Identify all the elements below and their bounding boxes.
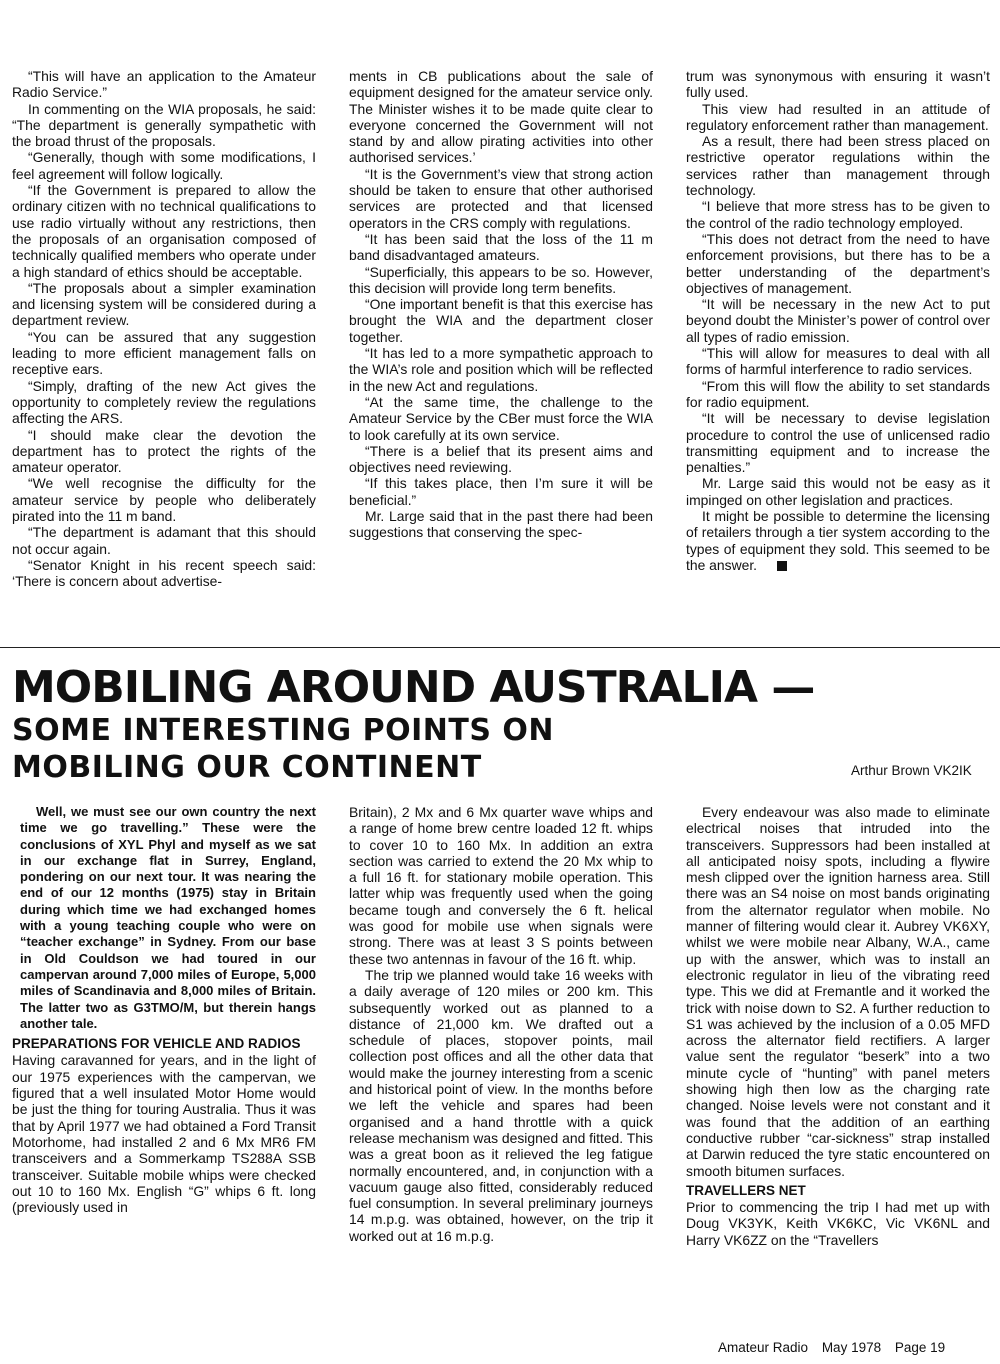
paragraph: ments in CB publications about the sale of equipment designed for the amateur service only. The Minister wishes it to be made quite clear to everyone concerned the Government will not stand by and allow pirating activities into other authorised services.’: [349, 68, 653, 166]
paragraph: trum was synonymous with ensuring it wasn’t fully used.: [686, 68, 990, 101]
paragraph: “From this will flow the ability to set standards for radio equipment.: [686, 377, 990, 410]
subheadline-line-2: MOBILING OUR CONTINENT: [12, 750, 482, 785]
paragraph: “This will have an application to the Amateur Radio Service.”: [12, 68, 316, 101]
paragraph: “It will be necessary to devise legislation procedure to control the use of unlicensed radio transmitting equipment and to increase the penalties.”: [686, 410, 990, 476]
paragraph: “Superficially, this appears to be so. However, this decision will provide long term benefits.: [349, 263, 653, 296]
paragraph: The trip we planned would take 16 weeks with a daily average of 120 miles or 200 km. This subsequently worked out as planned to a distance of 21,000 km. We drafted out a schedule of places, stopover points, mail collection post offices and all the other data that would make the journey interesting from a scenic and historical point of view. In the months before we left the vehicle and spares had been organised and a hand throttle with a quick release mechanism was designed and fitted. This was a great boon as it relieved the leg fatigue normally encountered, and, in conjunction with a vacuum gauge also fitted, considerably reduced fuel consumption. In several preliminary journeys 14 m.p.g. was obtained, however, on the trip it worked out at 16 m.p.g.: [349, 966, 653, 1244]
publication-name: Amateur Radio: [718, 1340, 809, 1355]
subheadline-line-1: SOME INTERESTING POINTS ON: [12, 713, 555, 748]
article-column-3: [686, 804, 990, 1248]
paragraph: “If the Government is prepared to allow the ordinary citizen with no technical qualifications to use radio virtually without any restrictions, then the proposals of an organisation composed of technically qualified members who operate under a high standard of ethics should be acceptable.: [12, 182, 316, 280]
paragraph: “I should make clear the devotion the department has to protect the rights of the amateur operator.: [12, 426, 316, 476]
paragraph: “The proposals about a simpler examination and licensing system will be considered during a department review.: [12, 279, 316, 329]
paragraph: “This does not detract from the need to have enforcement provisions, but there has to be a better understanding of the department’s objectives of management.: [686, 230, 990, 296]
paragraph: “The department is adamant that this should not occur again.: [12, 524, 316, 557]
issue-date: May 1978: [821, 1340, 882, 1355]
paragraph-text: It might be possible to determine the licensing of retailers through a tier system according to the types of equipment they sold. This seemed to be the answer.: [686, 508, 990, 573]
top-article-column-2: [349, 68, 653, 541]
page-footer: [718, 1340, 955, 1355]
paragraph: This view had resulted in an attitude of regulatory enforcement rather than management.: [686, 100, 990, 133]
paragraph: Britain), 2 Mx and 6 Mx quarter wave whips and a range of home brew centre loaded 12 ft. whips to cover 10 to 160 Mx. In addition an extra section was carried to extend the 20 Mx whip to a full 16 ft. for stationary mobile operation. This latter whip was frequently used when the going became tough and conversely the 6 ft. helical was good for mobile use when signals were strong. There was at least 3 S points between these two antennas in favour of the 16 ft. whip.: [349, 804, 653, 967]
paragraph: “It has led to a more sympathetic approach to the WIA’s role and position which will be reflected in the new Act and regulations.: [349, 345, 653, 394]
paragraph: As a result, there had been stress placed on restrictive operator regulations within the services rather than management through technology.: [686, 133, 990, 199]
article-headline: MOBILING AROUND AUSTRALIA —: [12, 662, 815, 713]
paragraph: “One important benefit is that this exercise has brought the WIA and the department closer together.: [349, 296, 653, 345]
top-article-column-3: [686, 68, 990, 573]
paragraph: Every endeavour was also made to eliminate electrical noises that intruded into the transceivers. Suppressors had been installed at all anticipated noisy spots, including a flywire mesh clipped over the ignition harness area. Still there was an S4 noise on most bands originating from the alternator regulator when mobile. No manner of filtering would clear it. Aubrey VK6XY, whilst we were mobile near Albany, W.A., came up with the answer, which was to install an electronic regulator in lieu of the vibrating reed type. This we did at Fremantle and it worked the trick with noise down to S2. A further reduction to S1 was achieved by the inclusion of a 0.05 MFD across the alternator field rectifiers. A larger value sent the regulator “beserk” into a two minute cycle of “hunting” with panel meters showing high then low as the charging rate changed. Noise levels were not constant and it was found that the addition of an earthing conductive rubber “car-sickness” strap installed at Darwin reduced the tyre static encountered on smooth bitumen surfaces.: [686, 804, 990, 1179]
paragraph: “This will allow for measures to deal with all forms of harmful interference to radio services.: [686, 345, 990, 378]
paragraph: In commenting on the WIA proposals, he said: “The department is generally sympathetic with the broad thrust of the proposals.: [12, 100, 316, 150]
byline: Arthur Brown VK2IK: [851, 763, 972, 778]
paragraph: “There is a belief that its present aims and objectives need reviewing.: [349, 442, 653, 476]
section-heading: PREPARATIONS FOR VEHICLE AND RADIOS: [12, 1036, 301, 1052]
intro-paragraph: Well, we must see our own country the next time we go travelling.” These were the conclusions of XYL Phyl and myself as we sat in our exchange flat in Surrey, England, pondering on our next tour. It was nearing the end of our 12 months (1975) stay in Britain during which time we had exchanged homes with a young teaching couple who were on “teacher exchange” in Sydney. From our base in Old Couldson we had toured in our campervan around 7,000 miles of Europe, 5,000 miles of Scandinavia and 8,000 miles of Britain. The latter two as G3TMO/M, but therein hangs another tale.: [20, 804, 316, 1031]
paragraph: “We well recognise the difficulty for the amateur service by people who deliberately pirated into the 11 m band.: [12, 475, 316, 525]
article-column-2: [349, 804, 653, 1244]
paragraph: “It will be necessary in the new Act to put beyond doubt the Minister’s power of control over all types of radio emission.: [686, 296, 990, 345]
paragraph: “Simply, drafting of the new Act gives the opportunity to completely review the regulations affecting the ARS.: [12, 377, 316, 427]
page-number: Page 19: [894, 1340, 946, 1355]
paragraph: Prior to commencing the trip I had met up with Doug VK3YK, Keith VK6KC, Vic VK6NL and Harry VK6ZZ on the “Travellers: [686, 1199, 990, 1248]
paragraph: Mr. Large said that in the past there had been suggestions that conserving the spec-: [349, 508, 653, 541]
paragraph: “At the same time, the challenge to the Amateur Service by the CBer must force the WIA to look carefully at its own service.: [349, 393, 653, 443]
paragraph: Having caravanned for years, and in the light of our 1975 experiences with the campervan, we figured that a well insulated Motor Home would be just the thing for touring Australia. Thus it was that by April 1977 we had obtained a Ford Transit Motorhome, had installed 2 and 6 Mx MR6 FM transceivers and a Sommerkamp TS288A SSB transceiver. Suitable mobile whips were checked out 10 to 160 Mx. English “G” whips 6 ft. long (previously used in: [12, 1052, 316, 1216]
section-heading: TRAVELLERS NET: [686, 1182, 806, 1198]
end-of-article-mark: [777, 561, 787, 571]
article-column-1: [12, 804, 316, 1215]
paragraph: “It is the Government’s view that strong action should be taken to ensure that other authorised services are protected and that licensed operators in the CRS comply with regulations.: [349, 165, 653, 231]
paragraph: “You can be assured that any suggestion leading to more efficient management falls on receptive ears.: [12, 328, 316, 378]
paragraph: “I believe that more stress has to be given to the control of the radio technology employed.: [686, 198, 990, 231]
final-paragraph: [686, 508, 990, 573]
paragraph: Mr. Large said this would not be easy as it impinged on other legislation and practices.: [686, 475, 990, 508]
paragraph: “If this takes place, then I’m sure it will be beneficial.”: [349, 475, 653, 508]
top-article-column-1: [12, 68, 316, 590]
paragraph: “Senator Knight in his recent speech said: ‘There is concern about advertise-: [12, 556, 316, 590]
paragraph: “Generally, though with some modifications, I feel agreement will follow logically.: [12, 149, 316, 182]
paragraph: “It has been said that the loss of the 11 m band disadvantaged amateurs.: [349, 230, 653, 264]
article-subheadline: [12, 712, 554, 786]
section-divider: [0, 647, 1000, 648]
